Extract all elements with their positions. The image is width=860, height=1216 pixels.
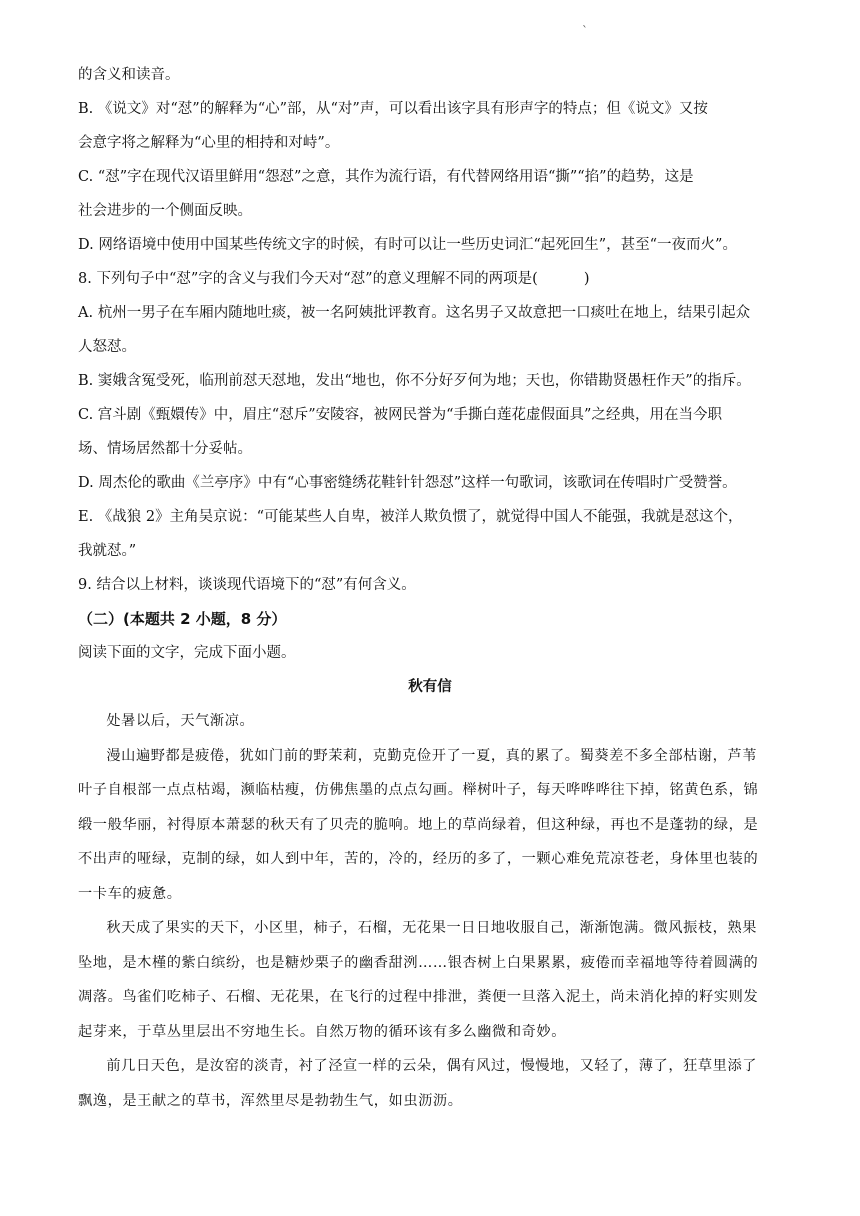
header-mark: ` <box>582 24 588 38</box>
option-c-line-1: C. “怼”字在现代汉语里鲜用“怨怼”之意，其作为流行语，有代替网络用语“撕”“掐”的趋势，这是 <box>78 169 694 185</box>
option-d-line: D. 网络语境中使用中国某些传统文字的时候，有时可以让一些历史词汇“起死回生”，甚至“一夜而火”。 <box>78 237 737 253</box>
text-line: 的含义和读音。 <box>78 67 180 83</box>
story-line: 漫山遍野都是疲倦，犹如门前的野茉莉，克勤克俭开了一夏，真的累了。蜀葵差不多全部枯谢，芦苇 <box>106 747 758 764</box>
story-line: 凋落。鸟雀们吃柿子、石榴、无花果，在飞行的过程中排泄，粪便一旦落入泥土，尚未消化掉的籽实则发 <box>78 989 759 1005</box>
story-line: 一卡车的疲惫。 <box>78 885 182 902</box>
story-line: 飘逸，是王献之的草书，浑然里尽是勃勃生气，如虫沥沥。 <box>78 1092 463 1109</box>
option-c-line-2: 社会进步的一个侧面反映。 <box>78 203 252 219</box>
q8-option-a-line-2: 人怒怼。 <box>78 339 136 355</box>
story-line: 起芽来，于草丛里层出不穷地生长。自然万物的循环该有多么幽微和奇妙。 <box>78 1023 566 1040</box>
q8-option-b: B. 窦娥含冤受死，临刑前怼天怼地，发出“地也，你不分好歹何为地；天也，你错勘贤愚枉作天”的指斥。 <box>78 373 751 389</box>
story-line: 秋天成了果实的天下，小区里，柿子，石榴，无花果一日日地收服自己，渐渐饱满。微风振枝，熟果 <box>106 920 758 936</box>
story-line: 处暑以后，天气渐凉。 <box>106 713 255 729</box>
question-9: 9. 结合以上材料，谈谈现代语境下的“怼”有何含义。 <box>78 577 416 593</box>
q8-option-d: D. 周杰伦的歌曲《兰亭序》中有“心事密缝绣花鞋针针怨怼”这样一句歌词，该歌词在传唱时广受赞誉。 <box>78 475 737 491</box>
q8-option-c-line-1: C. 宫斗剧《甄嬛传》中，眉庄“怼斥”安陵容，被网民誉为“手撕白莲花虚假面具”之经典，用在当今职 <box>78 407 722 423</box>
q8-option-c-line-2: 场、情场居然都十分妥帖。 <box>78 441 252 457</box>
option-b-line-2: 会意字将之解释为“心里的相持和对峙”。 <box>78 135 340 151</box>
story-title: 秋有信 <box>408 678 452 695</box>
instruction: 阅读下面的文字，完成下面小题。 <box>78 645 296 661</box>
option-b-line-1: B. 《说文》对“怼”的解释为“心”部，从“对”声，可以看出该字具有形声字的特点；但《说文》又按 <box>78 101 708 117</box>
story-line: 前几日天色，是汝窑的淡青，衬了泾宣一样的云朵，偶有风过，慢慢地，又轻了，薄了，狂草里添了 <box>106 1058 758 1074</box>
story-line: 叶子自根部一点点枯竭，濒临枯瘦，仿佛焦墨的点点勾画。榉树叶子，每天哗哗哗往下掉，铭黄色系，锦 <box>78 782 759 798</box>
question-8: 8. 下列句子中“怼”字的含义与我们今天对“怼”的意义理解不同的两项是( ) <box>78 271 590 287</box>
story-line: 坠地，是木槿的紫白缤纷，也是糖炒栗子的幽香甜洌……银杏树上白果累累，疲倦而幸福地等待着圆满的 <box>78 954 759 971</box>
story-line: 缎一般华丽，衬得原本萧瑟的秋天有了贝壳的脆响。地上的草尚绿着，但这种绿，再也不是蓬勃的绿，是 <box>78 816 759 833</box>
q8-option-e-line-1: E. 《战狼 2》主角吴京说：“可能某些人自卑，被洋人欺负惯了，就觉得中国人不能强，我就是怼这个， <box>78 509 743 525</box>
q8-option-e-line-2: 我就怼。” <box>78 543 137 559</box>
q8-option-a-line-1: A. 杭州一男子在车厢内随地吐痰，被一名阿姨批评教育。这名男子又故意把一口痰吐在地上，结果引起众 <box>78 305 751 321</box>
story-line: 不出声的哑绿，克制的绿，如人到中年，苦的，冷的，经历的多了，一颗心难免荒凉苍老，身体里也装的 <box>78 851 759 867</box>
section-heading: （二）(本题共 2 小题，8 分） <box>78 610 287 628</box>
document-page <box>78 58 782 1118</box>
